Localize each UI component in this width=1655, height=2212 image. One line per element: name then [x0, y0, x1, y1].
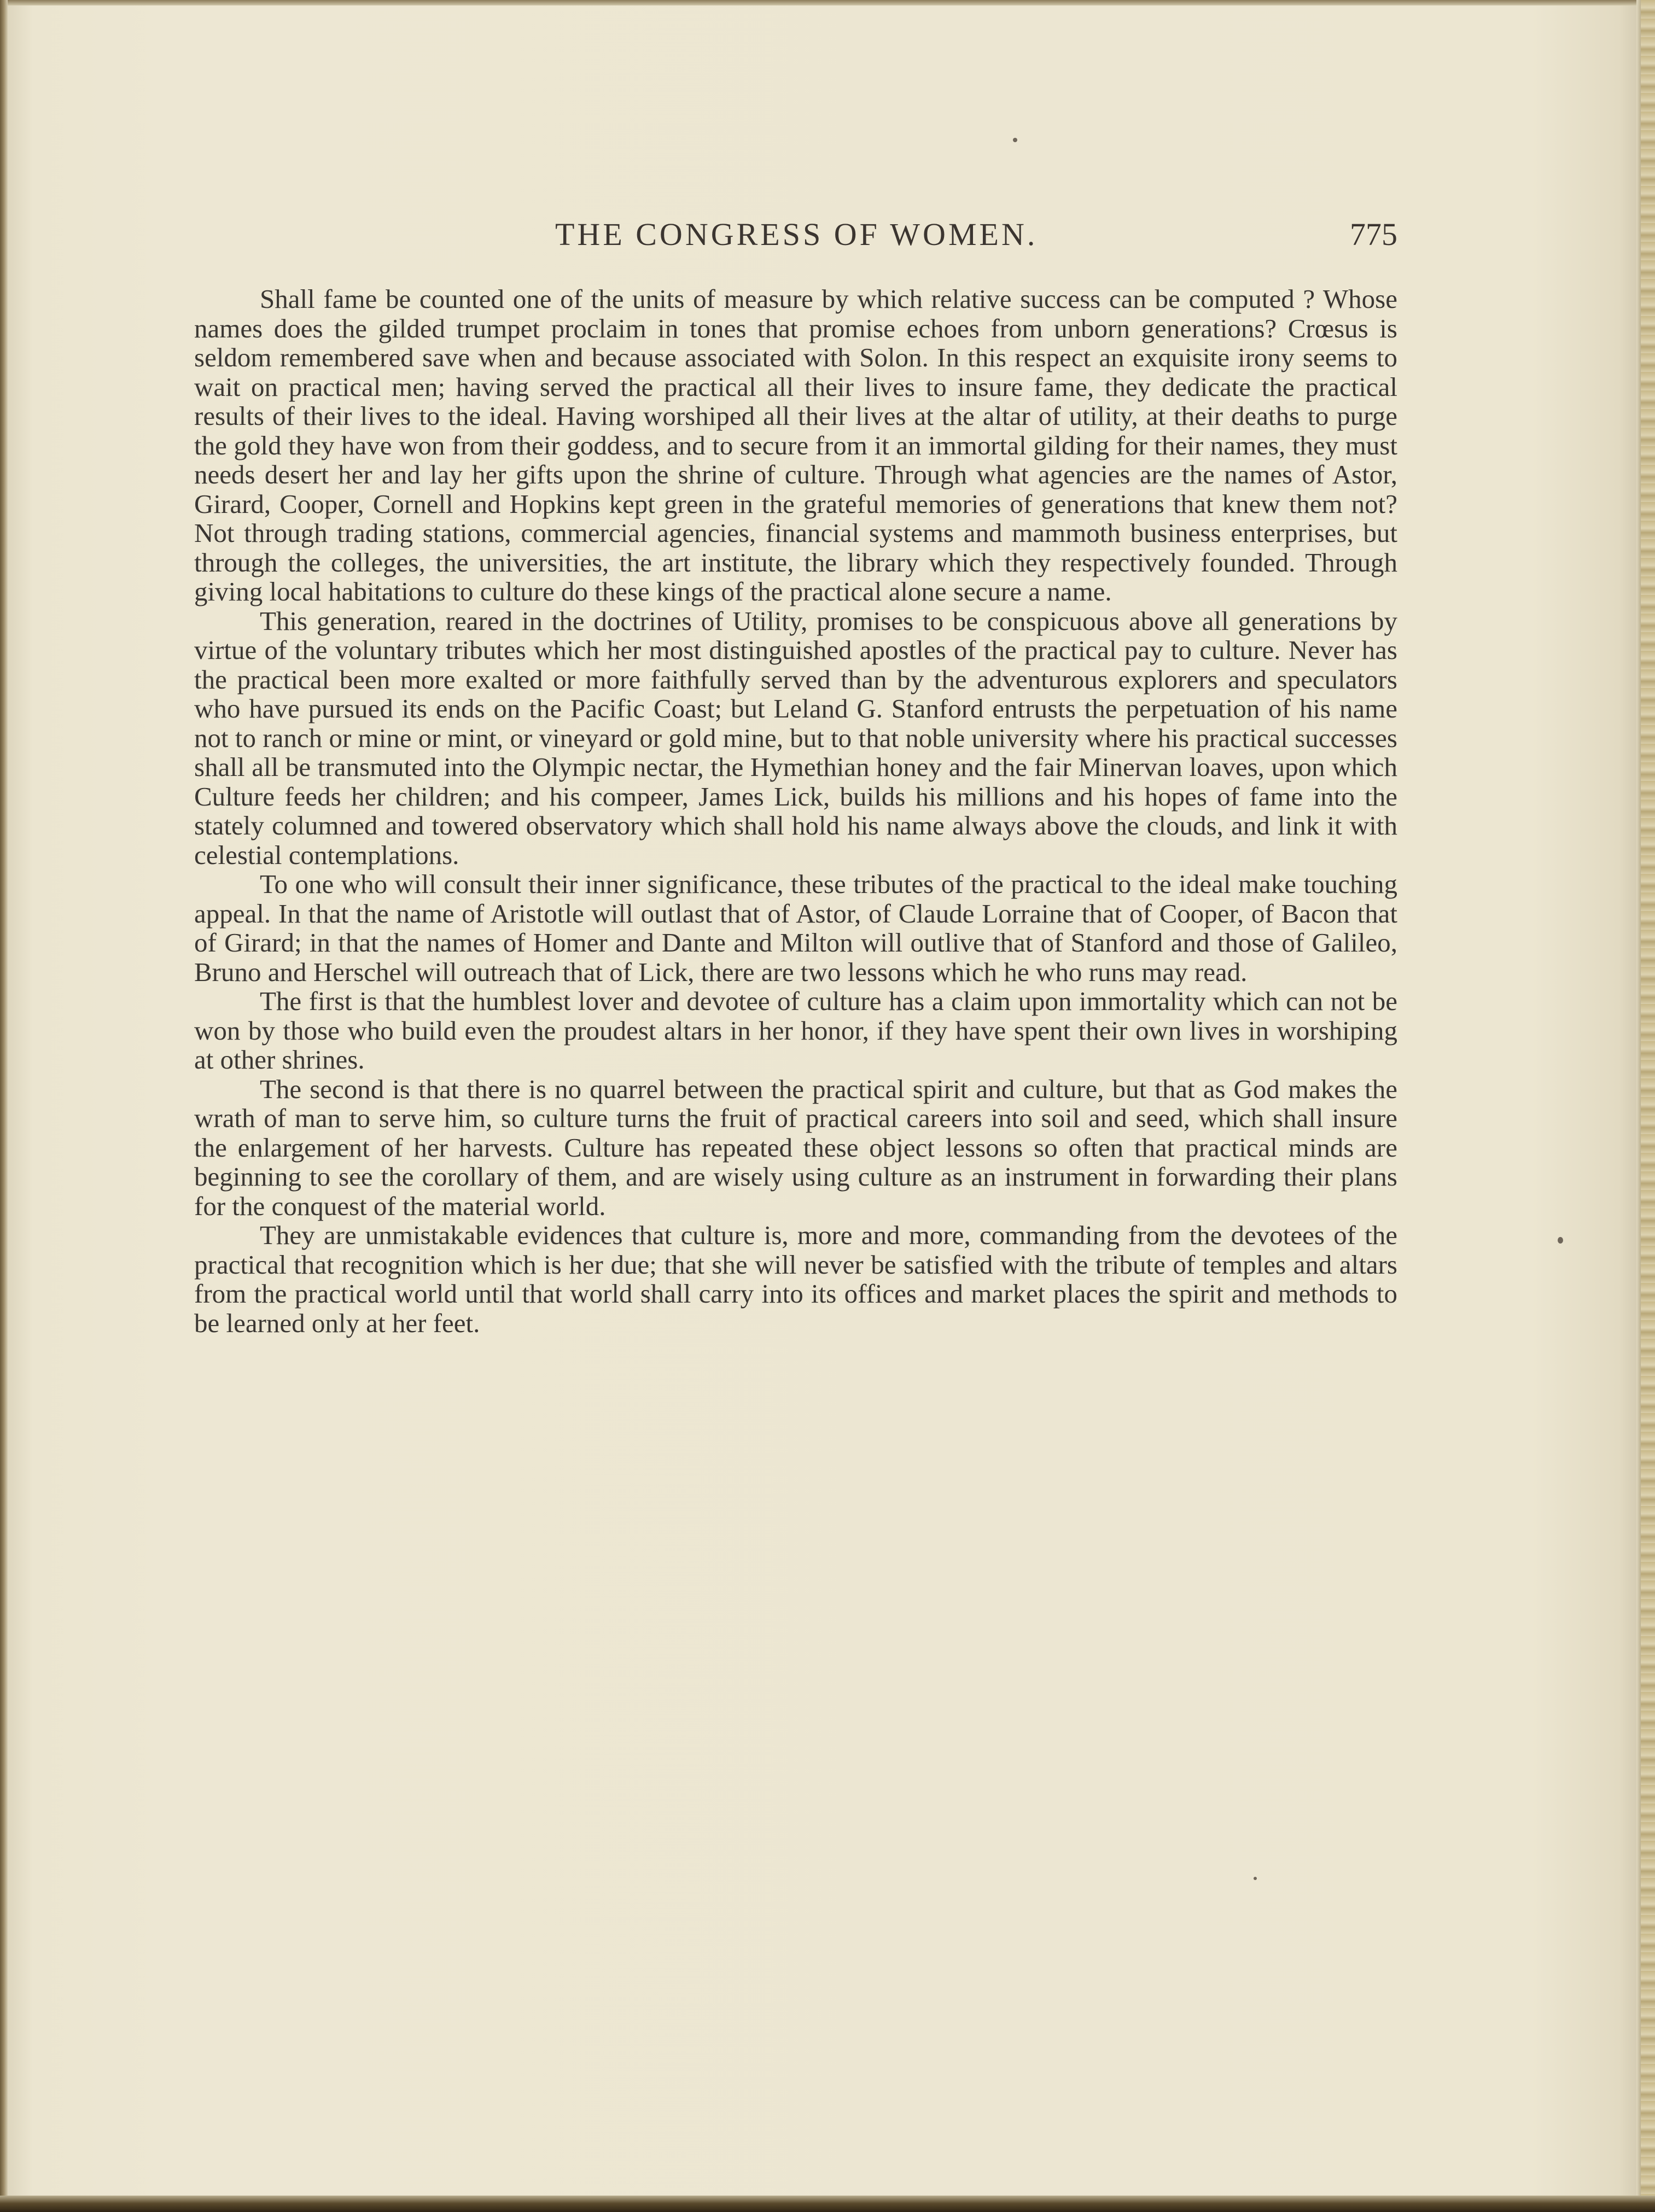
running-title: THE CONGRESS OF WOMEN. — [555, 217, 1038, 252]
page-number: 775 — [1350, 217, 1397, 252]
paragraph: This generation, reared in the doctrines of Utility, promises to be conspicuous above all generations by virtue of the voluntary tributes which her most distinguished apostles of the practical pay to culture. Never has the practical been more exalted or more faithfully served than by the adventurous explorers and speculators who have pursued its ends on the Pacific Coast; but Leland G. Stanford entrusts the perpetuation of his name not to ranch or mine or mint, or vineyard or gold mine, but to that noble university where his practical successes shall all be transmuted into the Olympic nectar, the Hymethian honey and the fair Minervan loaves, upon which Culture feeds her children; and his compeer, James Lick, builds his millions and his hopes of fame into the stately columned and towered observatory which shall hold his name always above the clouds, and link it with celestial contemplations. — [194, 605, 1397, 870]
page-fore-edge — [1641, 0, 1655, 2212]
page-fore-edge-shadow — [1636, 0, 1641, 2212]
paragraph: They are unmistakable evidences that culture is, more and more, commanding from the devotees of the practical that recognition which is her due; that she will never be satisfied with the tribute of temples and altars from the practical world until that world shall carry into its offices and market places the spirit and methods to be learned only at her feet. — [194, 1220, 1397, 1338]
page-bottom-edge — [0, 2196, 1655, 2212]
paragraph: To one who will consult their inner significance, these tributes of the practical to the ideal make touching appeal. In that the name of Aristotle will outlast that of Astor, of Claude Lorraine that of Cooper, of Bacon that of Girard; in that the names of Homer and Dante and Milton will outlive that of Stanford and those of Galileo, Bruno and Herschel will outreach that of Lick, there are two lessons which he who runs may read. — [194, 869, 1397, 987]
paragraph: The first is that the humblest lover and devotee of culture has a claim upon immortality which can not be won by those who build even the proudest altars in her honor, if they have spent their own lives in worshiping at other shrines. — [194, 986, 1397, 1075]
page-top-edge — [0, 0, 1655, 5]
running-header — [194, 216, 1397, 254]
body-text — [194, 284, 1397, 1338]
paragraph: Shall fame be counted one of the units of measure by which relative success can be computed ? Whose names does the gilded trumpet proclaim in tones that promise echoes from unborn generations? Crœsus is seldom remembered save when and because associated with Solon. In this respect an exquisite irony seems to wait on practical men; having served the practical all their lives to insure fame, they dedicate the practical results of their lives to the ideal. Having worshiped all their lives at the altar of utility, at their deaths to purge the gold they have won from their goddess, and to secure from it an immortal gilding for their names, they must needs desert her and lay her gifts upon the shrine of culture. Through what agencies are the names of Astor, Girard, Cooper, Cornell and Hopkins kept green in the grateful memories of generations that knew them not? Not through trading stations, commercial agencies, financial systems and mammoth business enterprises, but through the colleges, the universities, the art institute, the library which they respectively founded. Through giving local habitations to culture do these kings of the practical alone secure a name. — [194, 284, 1397, 606]
paragraph: The second is that there is no quarrel between the practical spirit and culture, but that as God makes the wrath of man to serve him, so culture turns the fruit of practical careers into soil and seed, which shall insure the enlargement of her harvests. Culture has repeated these object lessons so often that practical minds are beginning to see the corollary of them, and are wisely using culture as an instrument in forwarding their plans for the conquest of the material world. — [194, 1073, 1397, 1221]
book-spine-edge — [0, 0, 8, 2212]
paper-speck — [1013, 138, 1017, 142]
paper-speck — [1558, 1237, 1563, 1244]
paper-speck — [1254, 1877, 1257, 1880]
